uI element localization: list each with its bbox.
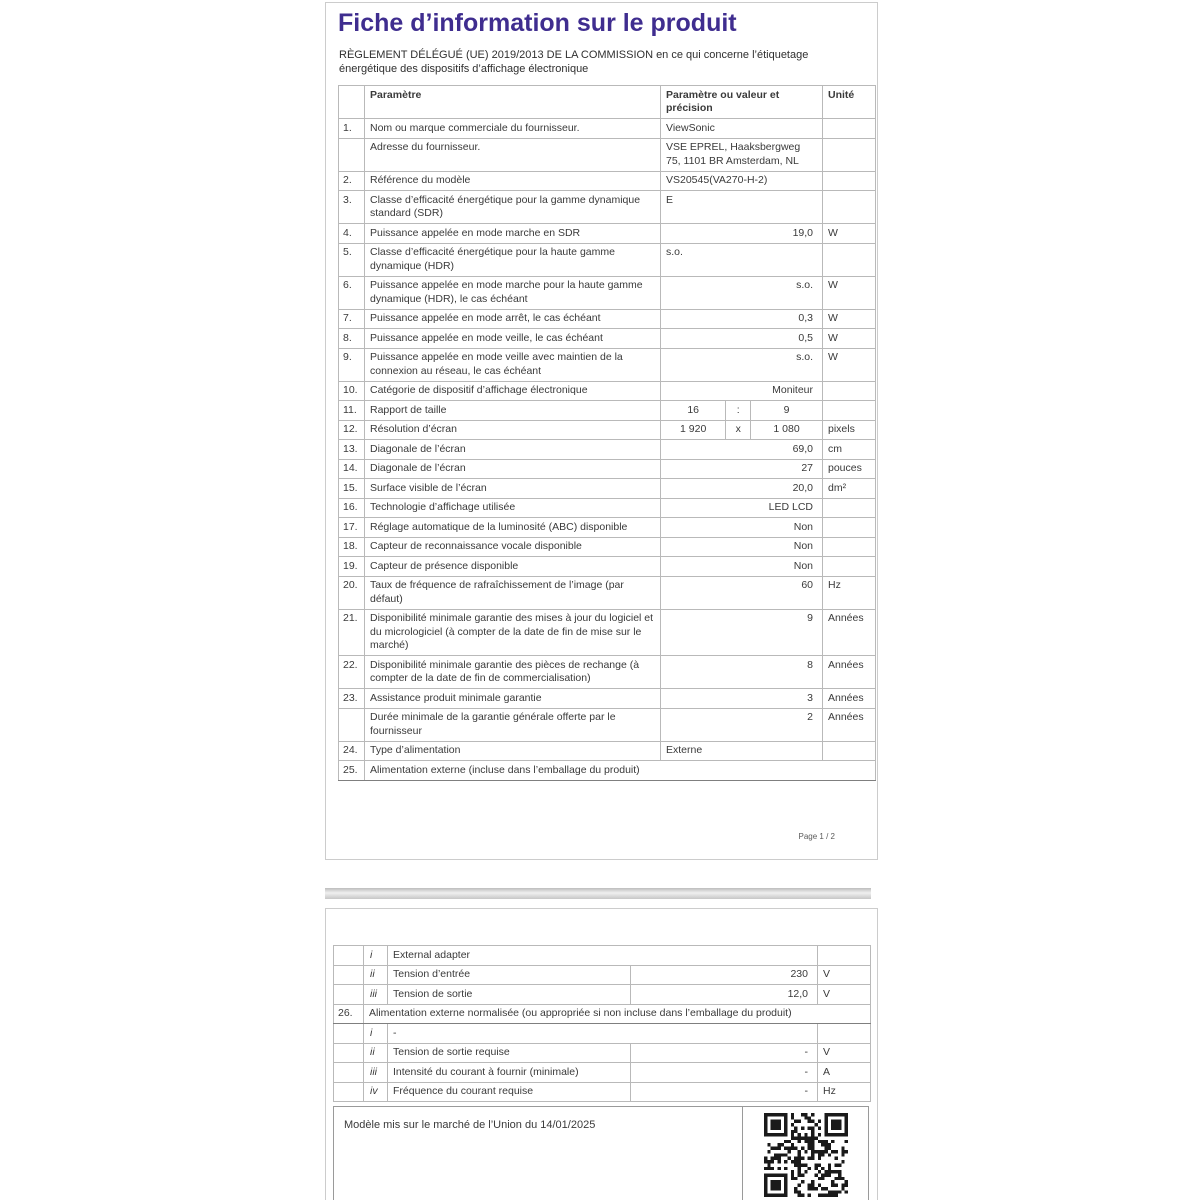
row-number: 19. — [339, 557, 365, 577]
page-1 — [325, 2, 878, 860]
row-number: 18. — [339, 537, 365, 557]
row-value-part: 1 080 — [773, 423, 800, 435]
external-power-table — [333, 945, 871, 1102]
table-row — [339, 498, 876, 518]
row-value: Non — [661, 557, 823, 577]
row-unit — [823, 537, 876, 557]
table-header-row — [339, 86, 876, 119]
row-label: Durée minimale de la garantie générale offerte par le fournisseur — [365, 708, 661, 741]
row-roman-numeral: ii — [364, 965, 388, 985]
row-number: 4. — [339, 224, 365, 244]
row-number: 7. — [339, 309, 365, 329]
row-label: Rapport de taille — [365, 401, 661, 421]
row-number: 1. — [339, 119, 365, 139]
row-number: 25. — [339, 761, 365, 781]
row-unit: Années — [823, 656, 876, 689]
row-number — [334, 946, 364, 966]
table-row — [339, 191, 876, 224]
row-value: E — [661, 191, 823, 224]
row-label: Tension de sortie — [388, 985, 631, 1005]
row-label: Disponibilité minimale garantie des mises à jour du logiciel et du micrologiciel (à compter de la date de fin de mise sur le marché) — [365, 609, 661, 656]
col-header-parametre: Paramètre — [365, 86, 661, 119]
row-value: 0,3 — [661, 309, 823, 329]
row-value: - — [631, 1082, 818, 1102]
row-number: 10. — [339, 381, 365, 401]
row-number: 13. — [339, 440, 365, 460]
row-value-part: 16 — [687, 403, 700, 416]
table-row — [334, 946, 871, 966]
table-row — [339, 401, 876, 421]
table-row — [339, 329, 876, 349]
row-unit: Années — [823, 609, 876, 656]
row-number: 2. — [339, 171, 365, 191]
row-number — [334, 1082, 364, 1102]
row-unit: V — [818, 1043, 871, 1063]
row-value-part: 9 — [783, 403, 790, 416]
row-label: Surface visible de l’écran — [365, 479, 661, 499]
table-row — [339, 348, 876, 381]
page-title: Fiche d’information sur le produit — [338, 9, 737, 37]
row-label: Fréquence du courant requise — [388, 1082, 631, 1102]
row-value: 230 — [631, 965, 818, 985]
table-row — [339, 459, 876, 479]
col-header-number — [339, 86, 365, 119]
row-number — [339, 138, 365, 171]
row-value: Externe — [661, 741, 823, 761]
row-number: 21. — [339, 609, 365, 656]
row-number: 17. — [339, 518, 365, 538]
row-value: Non — [661, 537, 823, 557]
row-label: External adapter — [388, 946, 818, 966]
row-label: Alimentation externe (incluse dans l’emballage du produit) — [365, 761, 876, 781]
row-roman-numeral: i — [364, 1024, 388, 1044]
table-row — [334, 1043, 871, 1063]
row-value — [661, 401, 823, 421]
table-row — [339, 689, 876, 709]
page-separator — [325, 888, 871, 899]
page-indicator: Page 1 / 2 — [798, 832, 835, 841]
row-value: VSE EPREL, Haaksbergweg 75, 1101 BR Amsterdam, NL — [661, 138, 823, 171]
row-number: 20. — [339, 576, 365, 609]
table-row — [339, 171, 876, 191]
row-unit — [823, 138, 876, 171]
qr-code — [764, 1113, 848, 1197]
row-unit: Hz — [823, 576, 876, 609]
row-value: 0,5 — [661, 329, 823, 349]
row-value: s.o. — [661, 243, 823, 276]
table-row — [339, 276, 876, 309]
row-unit — [823, 243, 876, 276]
table-row — [339, 576, 876, 609]
row-label: Catégorie de dispositif d’affichage électronique — [365, 381, 661, 401]
table-row — [334, 965, 871, 985]
row-unit: W — [823, 309, 876, 329]
row-unit — [823, 191, 876, 224]
row-number — [334, 1024, 364, 1044]
row-unit: W — [823, 276, 876, 309]
row-unit — [818, 946, 871, 966]
row-value: 2 — [661, 708, 823, 741]
table-row — [339, 609, 876, 656]
row-roman-numeral: iv — [364, 1082, 388, 1102]
table-row — [334, 985, 871, 1005]
col-header-valeur: Paramètre ou valeur et précision — [661, 86, 823, 119]
row-unit — [818, 1024, 871, 1044]
row-unit — [823, 557, 876, 577]
row-value: 3 — [661, 689, 823, 709]
row-unit: cm — [823, 440, 876, 460]
row-number — [334, 1063, 364, 1083]
row-label: Intensité du courant à fournir (minimale) — [388, 1063, 631, 1083]
table-row — [339, 557, 876, 577]
row-label: Diagonale de l’écran — [365, 440, 661, 460]
row-value: - — [631, 1043, 818, 1063]
row-value-part: 1 920 — [680, 423, 707, 435]
table-row — [339, 224, 876, 244]
table-row — [339, 309, 876, 329]
row-label: Technologie d’affichage utilisée — [365, 498, 661, 518]
row-number — [334, 965, 364, 985]
row-value — [661, 420, 823, 440]
table-row — [339, 420, 876, 440]
row-label: Diagonale de l’écran — [365, 459, 661, 479]
row-unit: V — [818, 985, 871, 1005]
row-unit — [823, 401, 876, 421]
row-number: 15. — [339, 479, 365, 499]
table-row — [339, 479, 876, 499]
row-label: Tension d’entrée — [388, 965, 631, 985]
row-number — [339, 708, 365, 741]
row-unit: pixels — [823, 420, 876, 440]
row-unit: Années — [823, 708, 876, 741]
table-row — [339, 741, 876, 761]
row-value: 69,0 — [661, 440, 823, 460]
row-value: s.o. — [661, 348, 823, 381]
row-unit: Hz — [818, 1082, 871, 1102]
row-roman-numeral: iii — [364, 985, 388, 1005]
row-unit — [823, 171, 876, 191]
row-value: 9 — [661, 609, 823, 656]
row-label: Puissance appelée en mode marche en SDR — [365, 224, 661, 244]
table-row — [339, 518, 876, 538]
row-label: Type d’alimentation — [365, 741, 661, 761]
row-unit — [823, 119, 876, 139]
row-number: 22. — [339, 656, 365, 689]
row-number: 3. — [339, 191, 365, 224]
product-parameters-table — [338, 85, 876, 781]
row-unit — [823, 498, 876, 518]
row-unit: V — [818, 965, 871, 985]
row-number: 26. — [334, 1004, 364, 1024]
row-unit: W — [823, 329, 876, 349]
row-unit: A — [818, 1063, 871, 1083]
row-label: Classe d’efficacité énergétique pour la haute gamme dynamique (HDR) — [365, 243, 661, 276]
row-label: Puissance appelée en mode marche pour la haute gamme dynamique (HDR), le cas échéant — [365, 276, 661, 309]
row-unit: Années — [823, 689, 876, 709]
row-number: 23. — [339, 689, 365, 709]
table-row — [339, 119, 876, 139]
row-value-part: x — [725, 421, 751, 440]
table-row — [339, 381, 876, 401]
row-value: - — [631, 1063, 818, 1083]
table-row — [339, 243, 876, 276]
row-label: Réglage automatique de la luminosité (ABC) disponible — [365, 518, 661, 538]
row-label: Résolution d’écran — [365, 420, 661, 440]
row-label: Puissance appelée en mode arrêt, le cas échéant — [365, 309, 661, 329]
row-value: Moniteur — [661, 381, 823, 401]
market-info-box — [333, 1106, 869, 1200]
row-value: 60 — [661, 576, 823, 609]
row-value: ViewSonic — [661, 119, 823, 139]
row-label: Puissance appelée en mode veille avec maintien de la connexion au réseau, le cas échéant — [365, 348, 661, 381]
row-number: 5. — [339, 243, 365, 276]
row-number — [334, 985, 364, 1005]
row-roman-numeral: i — [364, 946, 388, 966]
row-value: Non — [661, 518, 823, 538]
row-value: s.o. — [661, 276, 823, 309]
row-number: 6. — [339, 276, 365, 309]
row-label: Taux de fréquence de rafraîchissement de l’image (par défaut) — [365, 576, 661, 609]
table-row — [334, 1082, 871, 1102]
row-label: Puissance appelée en mode veille, le cas échéant — [365, 329, 661, 349]
row-number: 14. — [339, 459, 365, 479]
row-label: Disponibilité minimale garantie des pièces de rechange (à compter de la date de fin de commercialisation) — [365, 656, 661, 689]
row-label: Classe d’efficacité énergétique pour la gamme dynamique standard (SDR) — [365, 191, 661, 224]
table-row — [339, 761, 876, 781]
row-unit: W — [823, 224, 876, 244]
row-unit — [823, 741, 876, 761]
table-row — [339, 537, 876, 557]
row-roman-numeral: ii — [364, 1043, 388, 1063]
row-number — [334, 1043, 364, 1063]
row-label: Assistance produit minimale garantie — [365, 689, 661, 709]
row-label: - — [388, 1024, 818, 1044]
row-value: 19,0 — [661, 224, 823, 244]
page-2 — [325, 908, 878, 1200]
row-value-part: : — [725, 401, 751, 420]
market-date-text: Modèle mis sur le marché de l’Union du 14/01/2025 — [334, 1107, 743, 1200]
row-label: Capteur de présence disponible — [365, 557, 661, 577]
row-number: 12. — [339, 420, 365, 440]
row-value: 20,0 — [661, 479, 823, 499]
table-row — [334, 1024, 871, 1044]
regulation-subtitle: RÈGLEMENT DÉLÉGUÉ (UE) 2019/2013 DE LA COMMISSION en ce qui concerne l’étiquetage énergétique des dispositifs d’affichage électronique — [339, 49, 809, 75]
row-number: 9. — [339, 348, 365, 381]
row-number: 8. — [339, 329, 365, 349]
row-value: VS20545(VA270-H-2) — [661, 171, 823, 191]
row-label: Alimentation externe normalisée (ou appropriée si non incluse dans l’emballage du produit) — [364, 1004, 871, 1024]
row-unit: W — [823, 348, 876, 381]
row-label: Référence du modèle — [365, 171, 661, 191]
row-number: 11. — [339, 401, 365, 421]
row-roman-numeral: iii — [364, 1063, 388, 1083]
row-unit — [823, 381, 876, 401]
table-row-26 — [334, 1004, 871, 1024]
table-row — [339, 656, 876, 689]
col-header-unite: Unité — [823, 86, 876, 119]
row-label: Adresse du fournisseur. — [365, 138, 661, 171]
row-label: Capteur de reconnaissance vocale disponible — [365, 537, 661, 557]
table-row — [339, 440, 876, 460]
row-number: 24. — [339, 741, 365, 761]
row-value: 8 — [661, 656, 823, 689]
qr-code-cell — [743, 1107, 868, 1200]
row-unit: dm² — [823, 479, 876, 499]
row-value: LED LCD — [661, 498, 823, 518]
row-label: Tension de sortie requise — [388, 1043, 631, 1063]
row-value: 27 — [661, 459, 823, 479]
row-value: 12,0 — [631, 985, 818, 1005]
row-number: 16. — [339, 498, 365, 518]
row-unit: pouces — [823, 459, 876, 479]
row-unit — [823, 518, 876, 538]
table-row — [339, 708, 876, 741]
table-row — [339, 138, 876, 171]
row-label: Nom ou marque commerciale du fournisseur. — [365, 119, 661, 139]
table-row — [334, 1063, 871, 1083]
